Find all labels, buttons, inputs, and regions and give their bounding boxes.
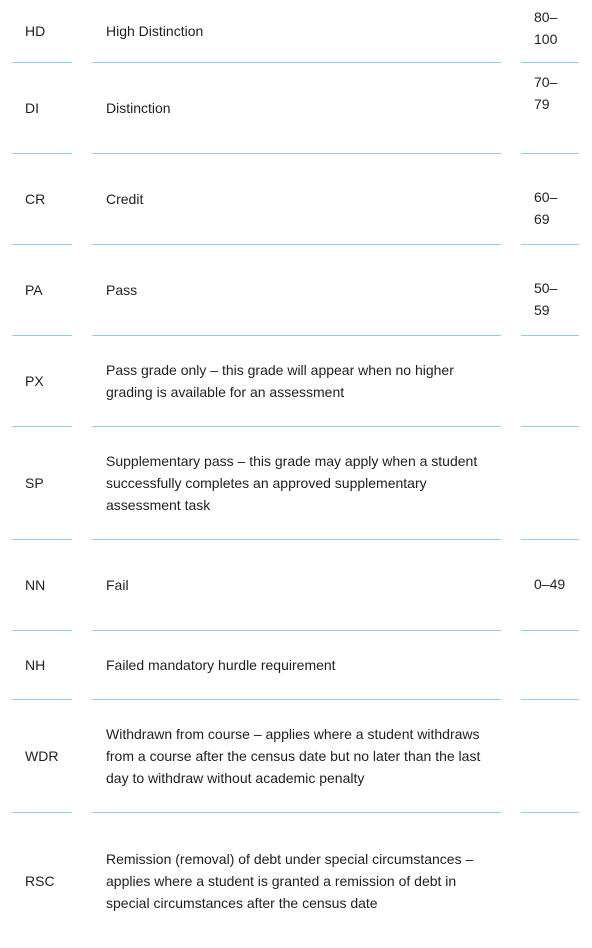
grade-row-nn bbox=[0, 540, 592, 631]
grade-code: RSC bbox=[25, 872, 55, 889]
grade-row-pa bbox=[0, 245, 592, 336]
grade-description: Pass bbox=[92, 245, 501, 336]
grade-row-hd bbox=[0, 0, 592, 63]
grade-range bbox=[521, 63, 579, 154]
grade-code: HD bbox=[12, 0, 72, 63]
grade-description: Pass grade only – this grade will appear when no higher grading is available for an assessment bbox=[92, 336, 501, 427]
grade-description: Supplementary pass – this grade may apply when a student successfully completes an approved supplementary assessment task bbox=[92, 427, 501, 540]
grade-code: PX bbox=[12, 336, 72, 427]
grade-description: Failed mandatory hurdle requirement bbox=[92, 631, 501, 700]
grade-row-nh bbox=[0, 631, 592, 700]
grade-range-text: 80–100 bbox=[534, 9, 558, 47]
grade-range bbox=[521, 813, 579, 948]
grade-description: Remission (removal) of debt under special circumstances – applies where a student is granted a remission of debt in special circumstances after the census date bbox=[106, 850, 474, 911]
grade-range bbox=[521, 0, 579, 63]
grade-range-text: 50–59 bbox=[534, 280, 558, 318]
grade-range-text: 60–69 bbox=[534, 189, 558, 227]
grade-code: NN bbox=[12, 540, 72, 631]
grade-code: PA bbox=[12, 245, 72, 336]
grade-range bbox=[521, 631, 579, 700]
grade-code: SP bbox=[12, 427, 72, 540]
grade-row-di bbox=[0, 63, 592, 154]
grade-description: High Distinction bbox=[92, 0, 501, 63]
grade-code: WDR bbox=[12, 700, 72, 813]
grade-description: Distinction bbox=[92, 63, 501, 154]
grade-range bbox=[521, 245, 579, 336]
grade-range-text: 70–79 bbox=[534, 74, 558, 112]
grade-range bbox=[521, 336, 579, 427]
grade-description: Credit bbox=[92, 154, 501, 245]
grade-row-cr bbox=[0, 154, 592, 245]
grade-row-wdr bbox=[0, 700, 592, 813]
grade-row-px bbox=[0, 336, 592, 427]
grade-row-rsc bbox=[0, 813, 592, 948]
grade-range bbox=[521, 427, 579, 540]
grade-code: CR bbox=[12, 154, 72, 245]
grade-range bbox=[521, 700, 579, 813]
grade-range bbox=[521, 540, 579, 631]
grade-description: Fail bbox=[92, 540, 501, 631]
grade-description: Withdrawn from course – applies where a student withdraws from a course after the census date but no later than the last day to withdraw without academic penalty bbox=[92, 700, 501, 813]
grade-range bbox=[521, 154, 579, 245]
grade-code: DI bbox=[12, 63, 72, 154]
grade-code: NH bbox=[12, 631, 72, 700]
grade-row-sp bbox=[0, 427, 592, 540]
grade-range-text: 0–49 bbox=[534, 576, 566, 592]
